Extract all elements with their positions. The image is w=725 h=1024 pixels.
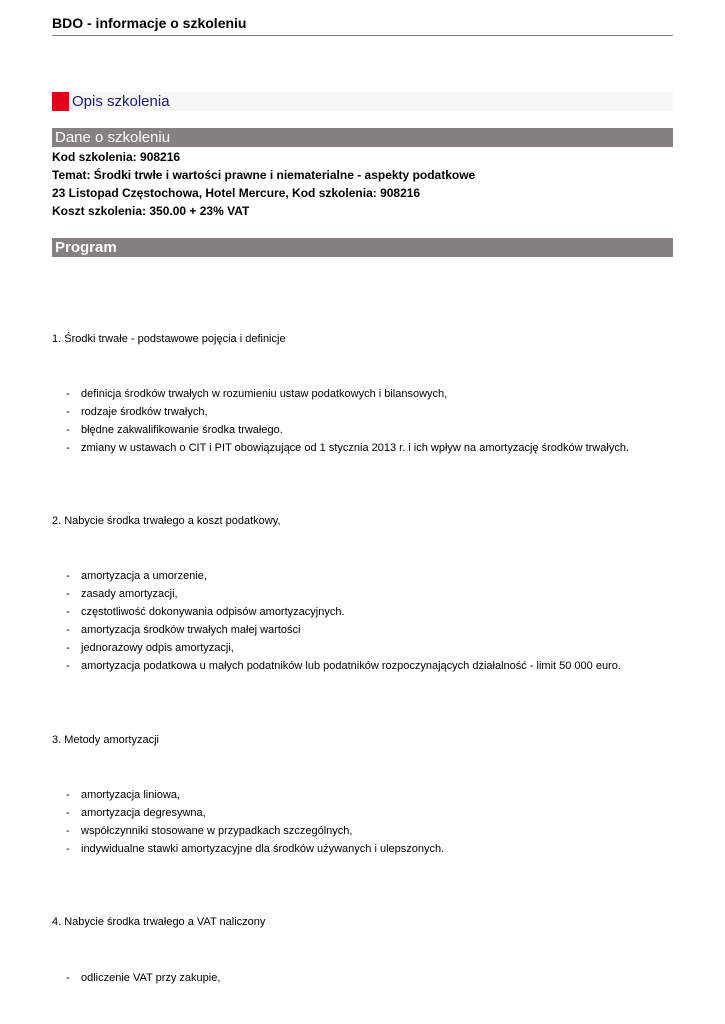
list-item-text: częstotliwość dokonywania odpisów amortyzacyjnych. xyxy=(81,606,345,618)
list-item-text: indywidualne stawki amortyzacyjne dla środków używanych i ulepszonych. xyxy=(81,843,445,855)
course-date-location: 23 Listopad Częstochowa, Hotel Mercure, Kod szkolenia: 908216 xyxy=(52,186,421,200)
list-item-text: współczynniki stosowane w przypadkach szczególnych, xyxy=(81,825,353,837)
dash-bullet: - xyxy=(66,789,70,801)
program-section-bar: Program xyxy=(52,238,673,257)
list-item-text: jednorazowy odpis amortyzacji, xyxy=(81,642,234,654)
dash-bullet: - xyxy=(66,660,70,672)
list-item-text: amortyzacja liniowa, xyxy=(81,789,181,801)
dash-bullet: - xyxy=(66,442,70,454)
list-item-text: amortyzacja środków trwałych małej wartości xyxy=(81,624,301,636)
dash-bullet: - xyxy=(66,606,70,618)
list-item-text: rodzaje środków trwałych, xyxy=(81,406,208,418)
dash-bullet: - xyxy=(66,972,70,984)
dane-section-bar: Dane o szkoleniu xyxy=(52,128,673,147)
dash-bullet: - xyxy=(66,624,70,636)
dash-bullet: - xyxy=(66,807,70,819)
page-title: BDO - informacje o szkoleniu xyxy=(52,15,247,31)
course-details xyxy=(52,148,673,220)
list-item-text: amortyzacja a umorzenie, xyxy=(81,570,207,582)
course-topic: Temat: Środki trwłe i wartości prawne i niematerialne - aspekty podatkowe xyxy=(52,168,476,182)
opis-label: Opis szkolenia xyxy=(72,93,170,110)
red-square-icon xyxy=(52,92,69,111)
list-item-text: zmiany w ustawach o CIT i PIT obowiązujące od 1 stycznia 2013 r. i ich wpływ na amortyzację środków trwałych. xyxy=(81,442,629,454)
course-cost: Koszt szkolenia: 350.00 + 23% VAT xyxy=(52,204,250,218)
page-header xyxy=(52,14,673,36)
list-item-text: amortyzacja degresywna, xyxy=(81,807,206,819)
opis-section-header xyxy=(52,92,673,111)
list-item-text: definicja środków trwałych w rozumieniu ustaw podatkowych i bilansowych, xyxy=(81,388,448,400)
dash-bullet: - xyxy=(66,825,70,837)
dash-bullet: - xyxy=(66,424,70,436)
dash-bullet: - xyxy=(66,406,70,418)
course-code: Kod szkolenia: 908216 xyxy=(52,150,181,164)
dash-bullet: - xyxy=(66,588,70,600)
dash-bullet: - xyxy=(66,388,70,400)
dash-bullet: - xyxy=(66,570,70,582)
section-title: 4. Nabycie środka trwałego a VAT naliczony xyxy=(52,916,266,928)
dash-bullet: - xyxy=(66,843,70,855)
section-title: 1. Środki trwałe - podstawowe pojęcia i definicje xyxy=(52,333,286,345)
list-item-text: błędne zakwalifikowanie środka trwałego. xyxy=(81,424,283,436)
list-item-text: amortyzacja podatkowa u małych podatników lub podatników rozpoczynających działalność - limit 50 000 euro. xyxy=(81,660,621,672)
dash-bullet: - xyxy=(66,642,70,654)
list-item-text: odliczenie VAT przy zakupie, xyxy=(81,972,221,984)
list-item-text: zasady amortyzacji, xyxy=(81,588,178,600)
section-title: 2. Nabycie środka trwałego a koszt podatkowy, xyxy=(52,515,281,527)
section-title: 3. Metody amortyzacji xyxy=(52,734,159,746)
